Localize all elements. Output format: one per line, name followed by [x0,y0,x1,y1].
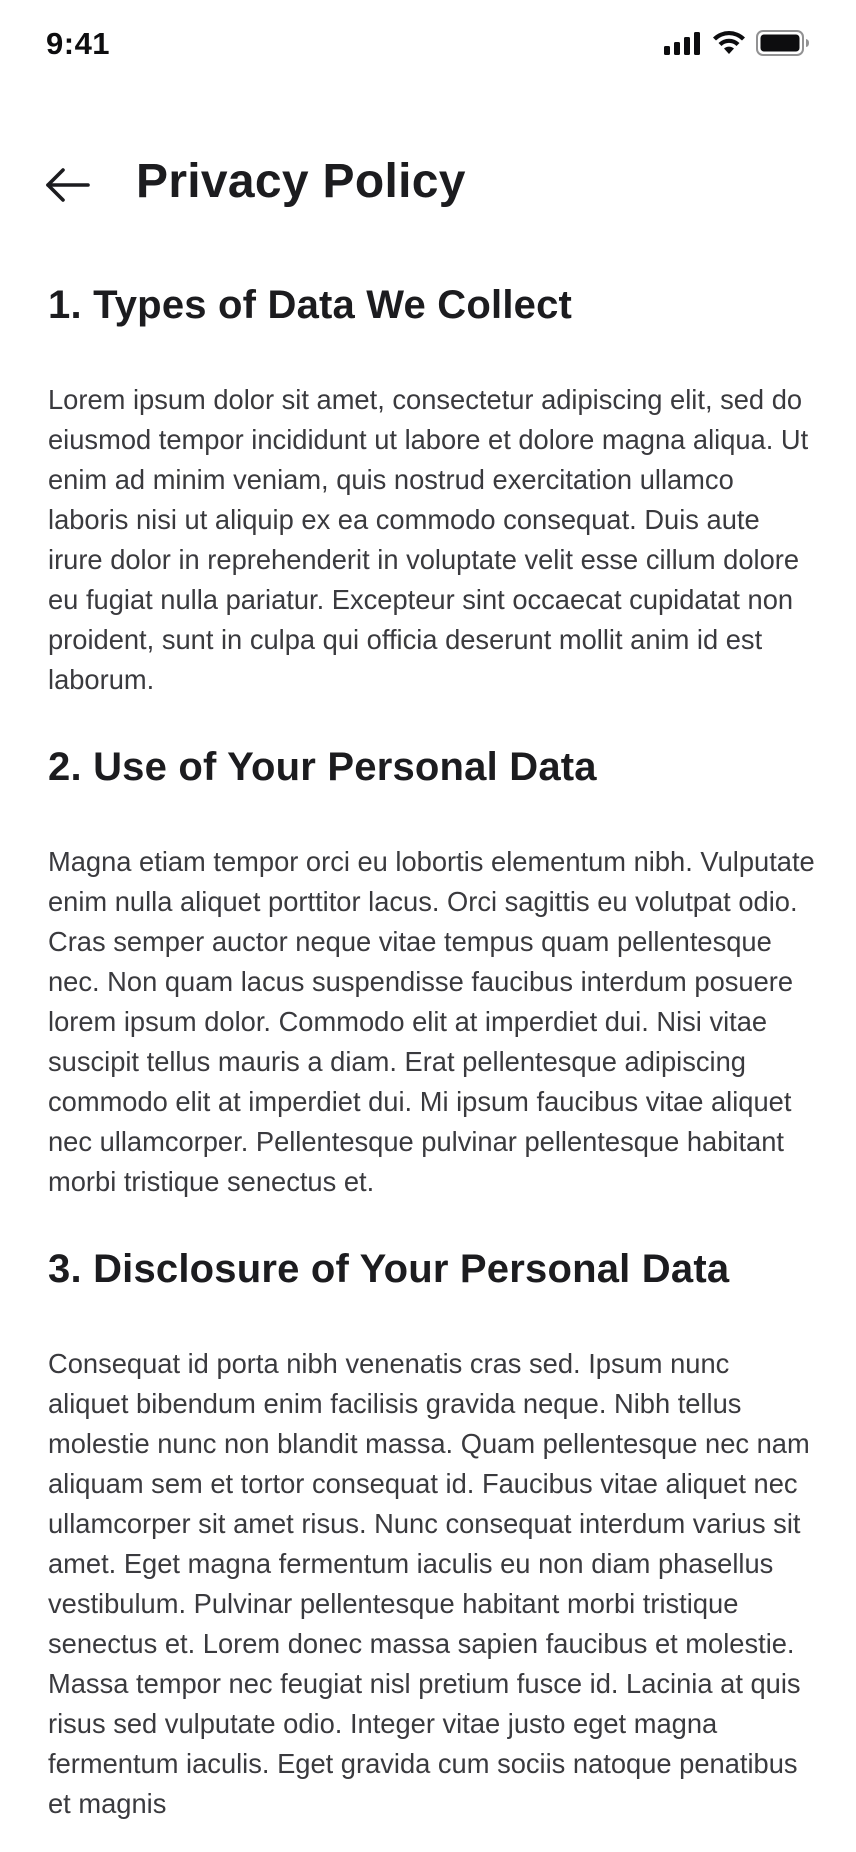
section-body: Magna etiam tempor orci eu lobortis elementum nibh. Vulputate enim nulla aliquet porttitor lacus. Orci sagittis eu volutpat odio. Cras semper auctor neque vitae tempus quam pellentesque nec. Non quam lacus suspendisse faucibus interdum posuere lorem ipsum dolor. Commodo elit at imperdiet dui. Nisi vitae suscipit tellus mauris a diam. Erat pellentesque adipiscing commodo elit at imperdiet dui. Mi ipsum faucibus vitae aliquet nec ullamcorper. Pellentesque pulvinar pellentesque habitant morbi tristique senectus et. [48,846,815,1197]
policy-section [48,740,816,1202]
section-heading: 3. Disclosure of Your Personal Data [48,1247,730,1291]
section-heading: 1. Types of Data We Collect [48,283,573,327]
status-bar [0,0,856,90]
status-time: 9:41 [46,26,111,61]
arrow-left-icon [44,165,90,208]
section-body: Consequat id porta nibh venenatis cras sed. Ipsum nunc aliquet bibendum enim facilisis gravida neque. Nibh tellus molestie nunc non blandit massa. Quam pellentesque nec nam aliquam sem et tortor consequat id. Faucibus vitae aliquet nec ullamcorper sit amet risus. Nunc consequat interdum varius sit amet. Eget magna fermentum iaculis eu non diam phasellus vestibulum. Pulvinar pellentesque habitant morbi tristique senectus et. Lorem donec massa sapien faucibus et molestie. Massa tempor nec feugiat nisl pretium fusce id. Lacinia at quis risus sed vulputate odio. Integer vitae justo eget magna fermentum iaculis. Eget gravida cum sociis natoque penatibus et magnis [48,1348,810,1819]
policy-section [48,278,816,700]
wifi-icon [712,30,746,56]
policy-section [48,1242,816,1824]
section-body: Lorem ipsum dolor sit amet, consectetur adipiscing elit, sed do eiusmod tempor incididunt ut labore et dolore magna aliqua. Ut enim ad minim veniam, quis nostrud exercitation ullamco laboris nisi ut aliquip ex ea commodo consequat. Duis aute irure dolor in reprehenderit in voluptate velit esse cillum dolore eu fugiat nulla pariatur. Excepteur sint occaecat cupidatat non proident, sunt in culpa qui officia deserunt mollit anim id est laborum. [48,384,809,695]
cellular-signal-icon [664,31,702,55]
back-button[interactable] [44,162,104,210]
app-header [0,140,856,230]
battery-icon [756,30,810,56]
section-heading: 2. Use of Your Personal Data [48,745,597,789]
page-title: Privacy Policy [136,155,466,208]
policy-content [48,278,816,1824]
status-icons [664,30,810,56]
